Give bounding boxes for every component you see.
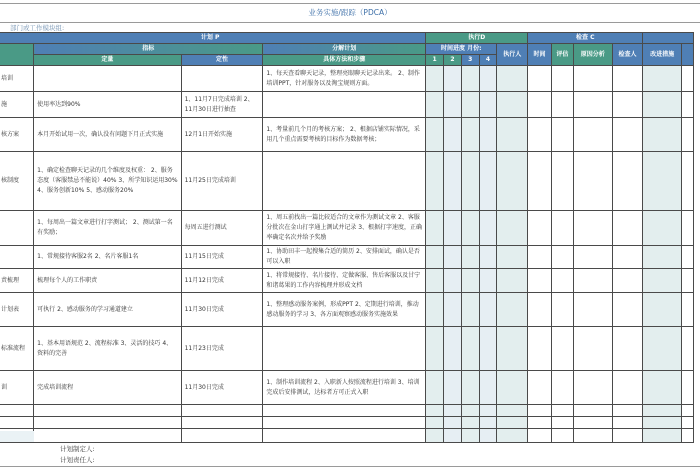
cell-week-2[interactable] bbox=[444, 371, 462, 405]
cell-act[interactable] bbox=[643, 429, 682, 443]
cell-week-3[interactable] bbox=[461, 405, 479, 417]
cell-executor[interactable] bbox=[497, 417, 528, 429]
cell-qual[interactable]: 12月1日开始实施 bbox=[181, 118, 263, 152]
cell-week-4[interactable] bbox=[479, 327, 497, 371]
cell-week-3[interactable] bbox=[461, 269, 479, 293]
cell-week-4[interactable] bbox=[479, 429, 497, 443]
table-row[interactable] bbox=[0, 246, 694, 269]
cell-act[interactable] bbox=[643, 152, 682, 211]
cell-quant[interactable] bbox=[34, 429, 181, 443]
cell-week-1[interactable] bbox=[426, 92, 444, 118]
table-row[interactable] bbox=[0, 118, 694, 152]
plan-maker-label: 计划制定人: bbox=[60, 445, 95, 453]
cell-extra[interactable] bbox=[682, 429, 694, 443]
cell-evaluate[interactable] bbox=[551, 66, 573, 92]
cell-time[interactable] bbox=[528, 66, 552, 92]
header-act-group bbox=[643, 33, 694, 44]
cell-cause[interactable] bbox=[573, 152, 612, 211]
cell-week-1[interactable] bbox=[426, 269, 444, 293]
cell-item[interactable]: 训 bbox=[0, 371, 34, 405]
cell-quant[interactable]: 1、基本用语规范 2、流程标准 3、灵活的技巧 4、资料的完善 bbox=[34, 327, 181, 371]
cell-extra[interactable] bbox=[682, 66, 694, 92]
cell-week-4[interactable] bbox=[479, 246, 497, 269]
cell-item[interactable]: 核方案 bbox=[0, 118, 34, 152]
cell-qual[interactable]: 11月15日完成 bbox=[181, 246, 263, 269]
cell-evaluate[interactable] bbox=[551, 246, 573, 269]
header-executor: 执行人 bbox=[497, 44, 528, 66]
cell-week-2[interactable] bbox=[444, 66, 462, 92]
cell-week-2[interactable] bbox=[444, 152, 462, 211]
cell-executor[interactable] bbox=[497, 429, 528, 443]
cell-evaluate[interactable] bbox=[551, 327, 573, 371]
cell-inspector[interactable] bbox=[612, 417, 643, 429]
header-check: 检查 C bbox=[528, 33, 643, 44]
table-row[interactable] bbox=[0, 152, 694, 211]
table-row[interactable] bbox=[0, 327, 694, 371]
cell-item[interactable]: 标准流程 bbox=[0, 327, 34, 371]
cell-cause[interactable] bbox=[573, 327, 612, 371]
cell-extra[interactable] bbox=[682, 152, 694, 211]
table-row[interactable] bbox=[0, 371, 694, 405]
cell-week-2[interactable] bbox=[444, 429, 462, 443]
cell-act[interactable] bbox=[643, 66, 682, 92]
cell-act[interactable] bbox=[643, 405, 682, 417]
cell-week-4[interactable] bbox=[479, 269, 497, 293]
cell-week-2[interactable] bbox=[444, 293, 462, 327]
header-progress: 时间进度 月份: bbox=[426, 44, 497, 55]
cell-inspector[interactable] bbox=[612, 152, 643, 211]
cell-extra[interactable] bbox=[682, 211, 694, 246]
cell-cause[interactable] bbox=[573, 66, 612, 92]
cell-time[interactable] bbox=[528, 118, 552, 152]
cell-qual[interactable]: 11月12日完成 bbox=[181, 269, 263, 293]
cell-inspector[interactable] bbox=[612, 66, 643, 92]
cell-time[interactable] bbox=[528, 152, 552, 211]
cell-act[interactable] bbox=[643, 327, 682, 371]
cell-time[interactable] bbox=[528, 293, 552, 327]
cell-week-2[interactable] bbox=[444, 269, 462, 293]
sheet-title: 业务实施/跟踪（PDCA） bbox=[0, 3, 700, 23]
cell-act[interactable] bbox=[643, 92, 682, 118]
cell-inspector[interactable] bbox=[612, 211, 643, 246]
cell-week-3[interactable] bbox=[461, 92, 479, 118]
cell-executor[interactable] bbox=[497, 66, 528, 92]
cell-week-1[interactable] bbox=[426, 327, 444, 371]
cell-evaluate[interactable] bbox=[551, 405, 573, 417]
cell-week-1[interactable] bbox=[426, 118, 444, 152]
cell-week-1[interactable] bbox=[426, 405, 444, 417]
dept-label: 部门或工作模块组: bbox=[10, 24, 65, 32]
cell-executor[interactable] bbox=[497, 152, 528, 211]
header-do: 执行D bbox=[426, 33, 528, 44]
cell-cause[interactable] bbox=[573, 92, 612, 118]
table-row[interactable] bbox=[0, 211, 694, 246]
cell-cause[interactable] bbox=[573, 118, 612, 152]
cell-method[interactable] bbox=[263, 92, 426, 118]
cell-cause[interactable] bbox=[573, 211, 612, 246]
cell-method[interactable]: 1、整理感动服务案例，形成PPT 2、定期进行培训，推动感动服务的学习 3、各方面观察感动服务实施效果 bbox=[263, 293, 426, 327]
cell-week-3[interactable] bbox=[461, 211, 479, 246]
footer bbox=[60, 444, 95, 466]
cell-executor[interactable] bbox=[497, 269, 528, 293]
cell-week-1[interactable] bbox=[426, 429, 444, 443]
cell-qual[interactable]: 每周五进行测试 bbox=[181, 211, 263, 246]
cell-item[interactable] bbox=[0, 417, 34, 429]
header-plan: 计划 P bbox=[0, 33, 426, 44]
cell-executor[interactable] bbox=[497, 118, 528, 152]
cell-time[interactable] bbox=[528, 92, 552, 118]
cell-method[interactable]: 1、协助田丰一起搜集合适的简历 2、安排面试，确认是否可以入职 bbox=[263, 246, 426, 269]
cell-extra[interactable] bbox=[682, 327, 694, 371]
cell-week-1[interactable] bbox=[426, 293, 444, 327]
cell-quant[interactable]: 可执行 2、感动服务的学习通道建立 bbox=[34, 293, 181, 327]
cell-evaluate[interactable] bbox=[551, 211, 573, 246]
cell-time[interactable] bbox=[528, 429, 552, 443]
cell-executor[interactable] bbox=[497, 405, 528, 417]
cell-qual[interactable]: 11月23日完成 bbox=[181, 327, 263, 371]
cell-week-1[interactable] bbox=[426, 211, 444, 246]
table-row[interactable] bbox=[0, 429, 694, 443]
cell-inspector[interactable] bbox=[612, 405, 643, 417]
cell-executor[interactable] bbox=[497, 246, 528, 269]
table-row[interactable] bbox=[0, 405, 694, 417]
cell-qual[interactable] bbox=[181, 429, 263, 443]
cell-qual[interactable]: 11月25日完成培训 bbox=[181, 152, 263, 211]
cell-executor[interactable] bbox=[497, 293, 528, 327]
cell-extra[interactable] bbox=[682, 246, 694, 269]
header-week-1: 1 bbox=[426, 55, 444, 66]
cell-week-3[interactable] bbox=[461, 246, 479, 269]
cell-qual[interactable]: 11月30日完成 bbox=[181, 293, 263, 327]
table-row[interactable] bbox=[0, 92, 694, 118]
cell-qual[interactable]: 1、11月7日完成培训 2、11月30日进行抽查 bbox=[181, 92, 263, 118]
cell-cause[interactable] bbox=[573, 405, 612, 417]
cell-quant[interactable]: 使用率达到90% bbox=[34, 92, 181, 118]
cell-method[interactable]: 1、将常规接待、名片接待、定做客服、售后客服以及甘宁和诸葛果的工作内容梳理并形成文档 bbox=[263, 269, 426, 293]
cell-week-1[interactable] bbox=[426, 152, 444, 211]
cell-time[interactable] bbox=[528, 246, 552, 269]
cell-act[interactable] bbox=[643, 211, 682, 246]
cell-week-4[interactable] bbox=[479, 417, 497, 429]
cell-cause[interactable] bbox=[573, 429, 612, 443]
cell-quant[interactable] bbox=[34, 405, 181, 417]
cell-week-3[interactable] bbox=[461, 118, 479, 152]
cell-evaluate[interactable] bbox=[551, 269, 573, 293]
cell-cause[interactable] bbox=[573, 417, 612, 429]
cell-week-4[interactable] bbox=[479, 211, 497, 246]
cell-inspector[interactable] bbox=[612, 371, 643, 405]
footer-divider bbox=[0, 466, 700, 467]
cell-quant[interactable]: 本月开始试用一次，确认没有问题下月正式实施 bbox=[34, 118, 181, 152]
cell-week-3[interactable] bbox=[461, 152, 479, 211]
cell-inspector[interactable] bbox=[612, 293, 643, 327]
header-method: 具体方法和步骤 bbox=[263, 55, 426, 66]
cell-item[interactable]: 施 bbox=[0, 92, 34, 118]
cell-evaluate[interactable] bbox=[551, 371, 573, 405]
cell-quant[interactable]: 1、每周出一篇文章进行打字测试； 2、测试第一名有奖励； bbox=[34, 211, 181, 246]
cell-inspector[interactable] bbox=[612, 429, 643, 443]
cell-week-4[interactable] bbox=[479, 118, 497, 152]
cell-week-3[interactable] bbox=[461, 429, 479, 443]
header-time: 时间 bbox=[528, 44, 552, 66]
cell-item[interactable]: 责梳理 bbox=[0, 269, 34, 293]
cell-cause[interactable] bbox=[573, 293, 612, 327]
cell-executor[interactable] bbox=[497, 327, 528, 371]
cell-executor[interactable] bbox=[497, 211, 528, 246]
cell-week-3[interactable] bbox=[461, 293, 479, 327]
cell-quant[interactable]: 1、常规接待客服2名 2、名片客服1名 bbox=[34, 246, 181, 269]
cell-time[interactable] bbox=[528, 211, 552, 246]
cell-evaluate[interactable] bbox=[551, 92, 573, 118]
header-breakdown: 分解计划 bbox=[263, 44, 426, 55]
cell-item[interactable]: 培训 bbox=[0, 66, 34, 92]
header-evaluate: 评估 bbox=[551, 44, 573, 66]
cell-week-2[interactable] bbox=[444, 118, 462, 152]
header-item bbox=[0, 44, 34, 66]
cell-week-2[interactable] bbox=[444, 405, 462, 417]
cell-act[interactable] bbox=[643, 417, 682, 429]
plan-owner-label: 计划责任人: bbox=[60, 456, 95, 464]
cell-method[interactable]: 1、制作培训流程 2、入职新人按照流程进行培训 3、培训完成后安排测试，达标者方可正式入职 bbox=[263, 371, 426, 405]
cell-item[interactable] bbox=[0, 211, 34, 246]
cell-method[interactable] bbox=[263, 429, 426, 443]
table-row[interactable] bbox=[0, 293, 694, 327]
cell-item[interactable]: 计划表 bbox=[0, 293, 34, 327]
cell-item[interactable]: 核制度 bbox=[0, 152, 34, 211]
cell-week-1[interactable] bbox=[426, 246, 444, 269]
cell-item[interactable] bbox=[0, 246, 34, 269]
header-qualitative: 定性 bbox=[181, 55, 263, 66]
cell-week-3[interactable] bbox=[461, 417, 479, 429]
cell-evaluate[interactable] bbox=[551, 293, 573, 327]
cell-act[interactable] bbox=[643, 269, 682, 293]
header-cause: 原因分析 bbox=[573, 44, 612, 66]
cell-week-1[interactable] bbox=[426, 371, 444, 405]
cell-time[interactable] bbox=[528, 327, 552, 371]
cell-week-3[interactable] bbox=[461, 327, 479, 371]
cell-act[interactable] bbox=[643, 371, 682, 405]
cell-extra[interactable] bbox=[682, 269, 694, 293]
cell-week-4[interactable] bbox=[479, 66, 497, 92]
cell-time[interactable] bbox=[528, 371, 552, 405]
cell-week-2[interactable] bbox=[444, 327, 462, 371]
cell-extra[interactable] bbox=[682, 92, 694, 118]
cell-cause[interactable] bbox=[573, 246, 612, 269]
cell-time[interactable] bbox=[528, 405, 552, 417]
cell-extra[interactable] bbox=[682, 417, 694, 429]
header-week-3: 3 bbox=[461, 55, 479, 66]
header-week-2: 2 bbox=[444, 55, 462, 66]
cell-time[interactable] bbox=[528, 269, 552, 293]
cell-week-4[interactable] bbox=[479, 371, 497, 405]
cell-week-1[interactable] bbox=[426, 66, 444, 92]
header-indicator: 指标 bbox=[34, 44, 263, 55]
cell-executor[interactable] bbox=[497, 92, 528, 118]
cell-week-2[interactable] bbox=[444, 246, 462, 269]
cell-week-1[interactable] bbox=[426, 417, 444, 429]
cell-week-3[interactable] bbox=[461, 371, 479, 405]
cell-extra[interactable] bbox=[682, 118, 694, 152]
cell-method[interactable]: 1、周五前找出一篇比较适合的文章作为测试文章 2、客服分批次在金山打字通上测试并记录 3、根据打字速度，正确率确定名次并给予奖励 bbox=[263, 211, 426, 246]
cell-quant[interactable]: 1、确定检查聊天记录的几个维度及权重： 2、服务态度（客服禁忌不能说）40% 3、所学知识运用30% 4、服务创新10% 5、感动服务20% bbox=[34, 152, 181, 211]
cell-inspector[interactable] bbox=[612, 118, 643, 152]
cell-week-2[interactable] bbox=[444, 211, 462, 246]
cell-week-4[interactable] bbox=[479, 92, 497, 118]
cell-method[interactable] bbox=[263, 405, 426, 417]
table-row[interactable] bbox=[0, 66, 694, 92]
cell-item[interactable] bbox=[0, 405, 34, 417]
cell-executor[interactable] bbox=[497, 371, 528, 405]
cell-evaluate[interactable] bbox=[551, 118, 573, 152]
cell-week-4[interactable] bbox=[479, 293, 497, 327]
cell-cause[interactable] bbox=[573, 269, 612, 293]
cell-qual[interactable] bbox=[181, 405, 263, 417]
cell-inspector[interactable] bbox=[612, 269, 643, 293]
cell-method[interactable]: 1、考量前几个月的考核方案； 2、根据店铺实际情况，采用几个重点需要考核的目标作为数据考核； bbox=[263, 118, 426, 152]
cell-method[interactable] bbox=[263, 152, 426, 211]
cell-extra[interactable] bbox=[682, 293, 694, 327]
cell-method[interactable]: 1、每天查看聊天记录，整理亮眼聊天记录出来。 2、制作培训PPT，针对服务以及淘宝规则方面。 bbox=[263, 66, 426, 92]
cell-inspector[interactable] bbox=[612, 246, 643, 269]
header-week-4: 4 bbox=[479, 55, 497, 66]
cell-week-2[interactable] bbox=[444, 417, 462, 429]
cell-week-3[interactable] bbox=[461, 66, 479, 92]
cell-method[interactable] bbox=[263, 327, 426, 371]
table-row[interactable] bbox=[0, 269, 694, 293]
cell-cause[interactable] bbox=[573, 371, 612, 405]
header-inspector: 检查人 bbox=[612, 44, 643, 66]
cell-act[interactable] bbox=[643, 246, 682, 269]
pdca-table bbox=[0, 32, 694, 443]
cell-qual[interactable] bbox=[181, 66, 263, 92]
cell-week-4[interactable] bbox=[479, 405, 497, 417]
cell-week-2[interactable] bbox=[444, 92, 462, 118]
header-extra bbox=[682, 44, 694, 66]
cell-quant[interactable]: 梳理每个人的工作职责 bbox=[34, 269, 181, 293]
cell-qual[interactable]: 11月30日完成 bbox=[181, 371, 263, 405]
cell-week-4[interactable] bbox=[479, 152, 497, 211]
cell-method[interactable] bbox=[263, 417, 426, 429]
cell-quant[interactable] bbox=[34, 417, 181, 429]
selected-cell-highlight bbox=[0, 431, 34, 442]
cell-quant[interactable] bbox=[34, 66, 181, 92]
cell-inspector[interactable] bbox=[612, 327, 643, 371]
cell-evaluate[interactable] bbox=[551, 152, 573, 211]
cell-qual[interactable] bbox=[181, 417, 263, 429]
cell-evaluate[interactable] bbox=[551, 417, 573, 429]
cell-inspector[interactable] bbox=[612, 92, 643, 118]
cell-act[interactable] bbox=[643, 293, 682, 327]
cell-extra[interactable] bbox=[682, 405, 694, 417]
cell-evaluate[interactable] bbox=[551, 429, 573, 443]
cell-time[interactable] bbox=[528, 417, 552, 429]
header-quantitative: 定量 bbox=[34, 55, 181, 66]
cell-quant[interactable]: 完成培训流程 bbox=[34, 371, 181, 405]
cell-extra[interactable] bbox=[682, 371, 694, 405]
header-act: 改进措施 bbox=[643, 44, 682, 66]
cell-act[interactable] bbox=[643, 118, 682, 152]
table-row[interactable] bbox=[0, 417, 694, 429]
